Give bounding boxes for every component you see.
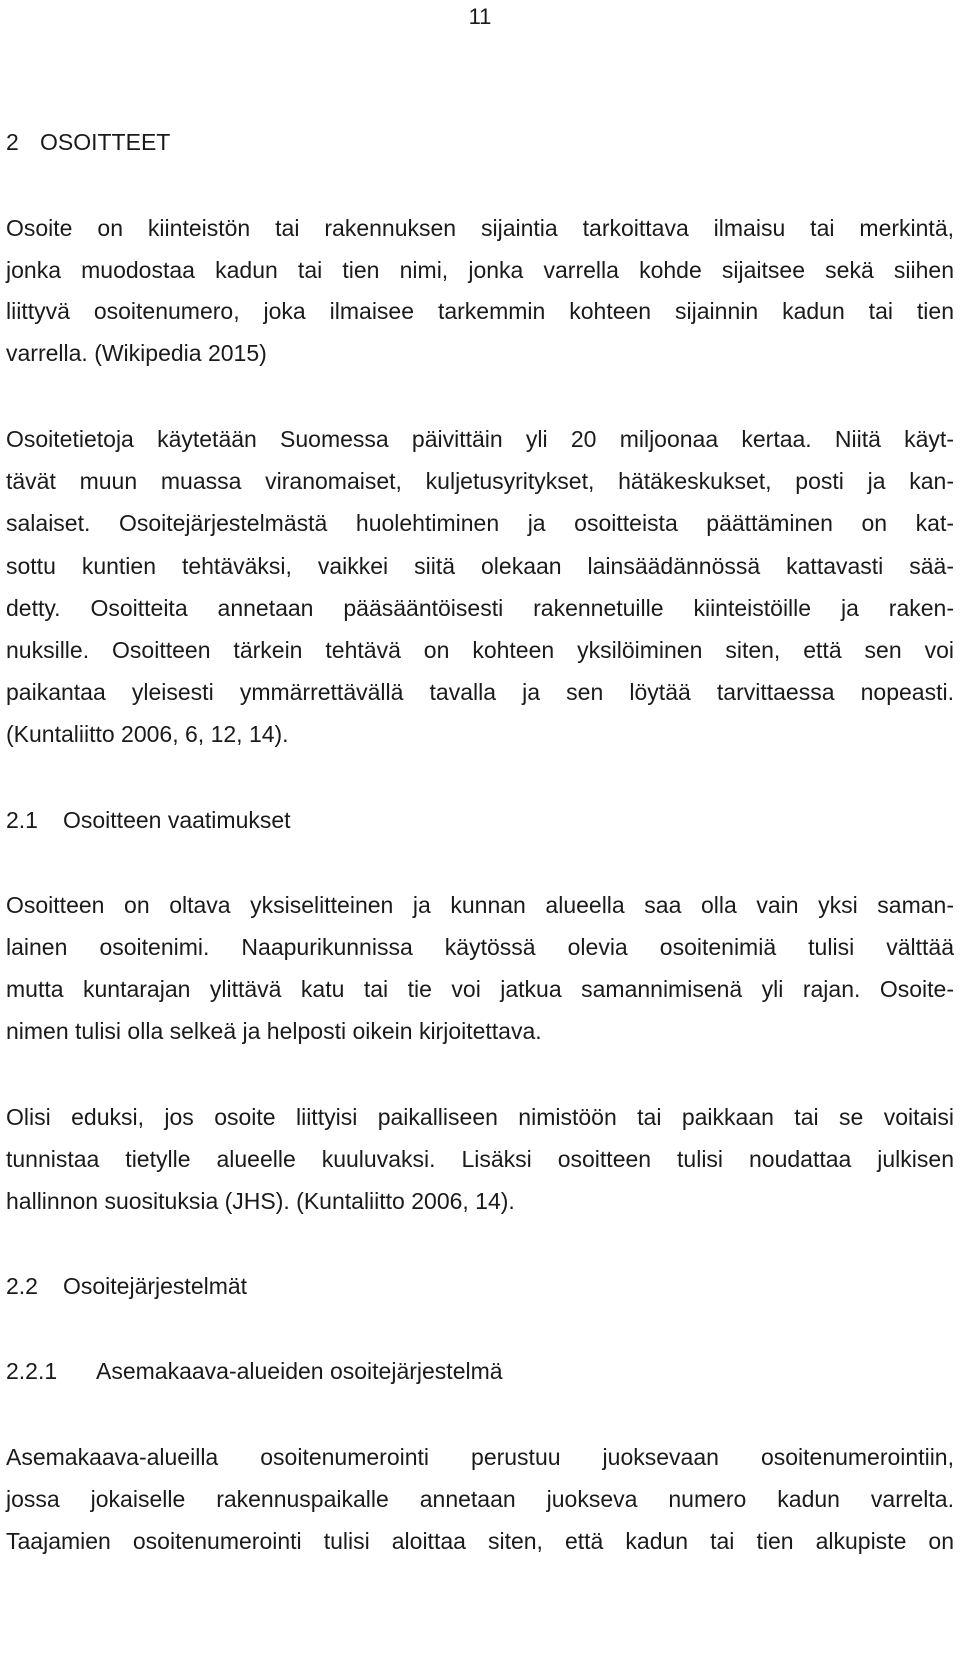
text-line: mutta kuntarajan ylittävä katu tai tie voi jatkua samannimisenä yli rajan. Osoite- (6, 976, 954, 1002)
text-line: nuksille. Osoitteen tärkein tehtävä on kohteen yksilöiminen siten, että sen voi (6, 637, 954, 663)
text-line: Osoitteen on oltava yksiselitteinen ja kunnan alueella saa olla vain yksi saman- (6, 892, 954, 918)
text-line: lainen osoitenimi. Naapurikunnissa käytössä olevia osoitenimiä tulisi välttää (6, 934, 954, 960)
text-line: tävät muun muassa viranomaiset, kuljetusyritykset, hätäkeskukset, posti ja kan- (6, 468, 954, 494)
section-heading-2-2-1 (6, 1357, 503, 1385)
section-title: Osoitteen vaatimukset (63, 807, 291, 833)
page-number: 11 (468, 4, 492, 29)
text-line: sottu kuntien tehtäväksi, vaikkei siitä olekaan lainsäädännössä kattavasti sää- (6, 553, 954, 579)
text-line: hallinnon suosituksia (JHS). (Kuntaliitto 2006, 14). (6, 1188, 515, 1214)
section-number: 2 (6, 129, 19, 155)
text-line: Asemakaava-alueilla osoitenumerointi perustuu juoksevaan osoitenumerointiin, (6, 1444, 954, 1470)
section-number: 2.1 (6, 807, 38, 833)
text-line: detty. Osoitteita annetaan pääsääntöisesti rakennetuille kiinteistöille ja raken- (6, 595, 954, 621)
section-heading-2 (6, 128, 170, 156)
section-heading-2-1 (6, 806, 291, 834)
section-number: 2.2 (6, 1273, 38, 1299)
section-heading-2-2 (6, 1272, 247, 1300)
text-line: varrella. (Wikipedia 2015) (6, 340, 267, 366)
text-line: Osoite on kiinteistön tai rakennuksen sijaintia tarkoittava ilmaisu tai merkintä, (6, 215, 954, 241)
section-title: Osoitejärjestelmät (63, 1273, 248, 1299)
section-title: Asemakaava-alueiden osoitejärjestelmä (96, 1358, 503, 1384)
text-line: Olisi eduksi, jos osoite liittyisi paikalliseen nimistöön tai paikkaan tai se voitaisi (6, 1104, 954, 1130)
text-line: nimen tulisi olla selkeä ja helposti oikein kirjoitettava. (6, 1018, 542, 1044)
section-title: OSOITTEET (40, 129, 171, 155)
text-line: (Kuntaliitto 2006, 6, 12, 14). (6, 721, 289, 747)
text-line: jossa jokaiselle rakennuspaikalle annetaan juokseva numero kadun varrelta. (6, 1486, 954, 1512)
text-line: tunnistaa tietylle alueelle kuuluvaksi. Lisäksi osoitteen tulisi noudattaa julkisen (6, 1146, 954, 1172)
text-line: salaiset. Osoitejärjestelmästä huolehtiminen ja osoitteista päättäminen on kat- (6, 510, 954, 536)
text-line: liittyvä osoitenumero, joka ilmaisee tarkemmin kohteen sijainnin kadun tai tien (6, 298, 954, 324)
text-line: jonka muodostaa kadun tai tien nimi, jonka varrella kohde sijaitsee sekä siihen (6, 257, 954, 283)
text-line: paikantaa yleisesti ymmärrettävällä tavalla ja sen löytää tarvittaessa nopeasti. (6, 679, 954, 705)
section-number: 2.2.1 (6, 1358, 58, 1384)
text-line: Taajamien osoitenumerointi tulisi aloittaa siten, että kadun tai tien alkupiste on (6, 1528, 954, 1554)
text-line: Osoitetietoja käytetään Suomessa päivittäin yli 20 miljoonaa kertaa. Niitä käyt- (6, 426, 954, 452)
